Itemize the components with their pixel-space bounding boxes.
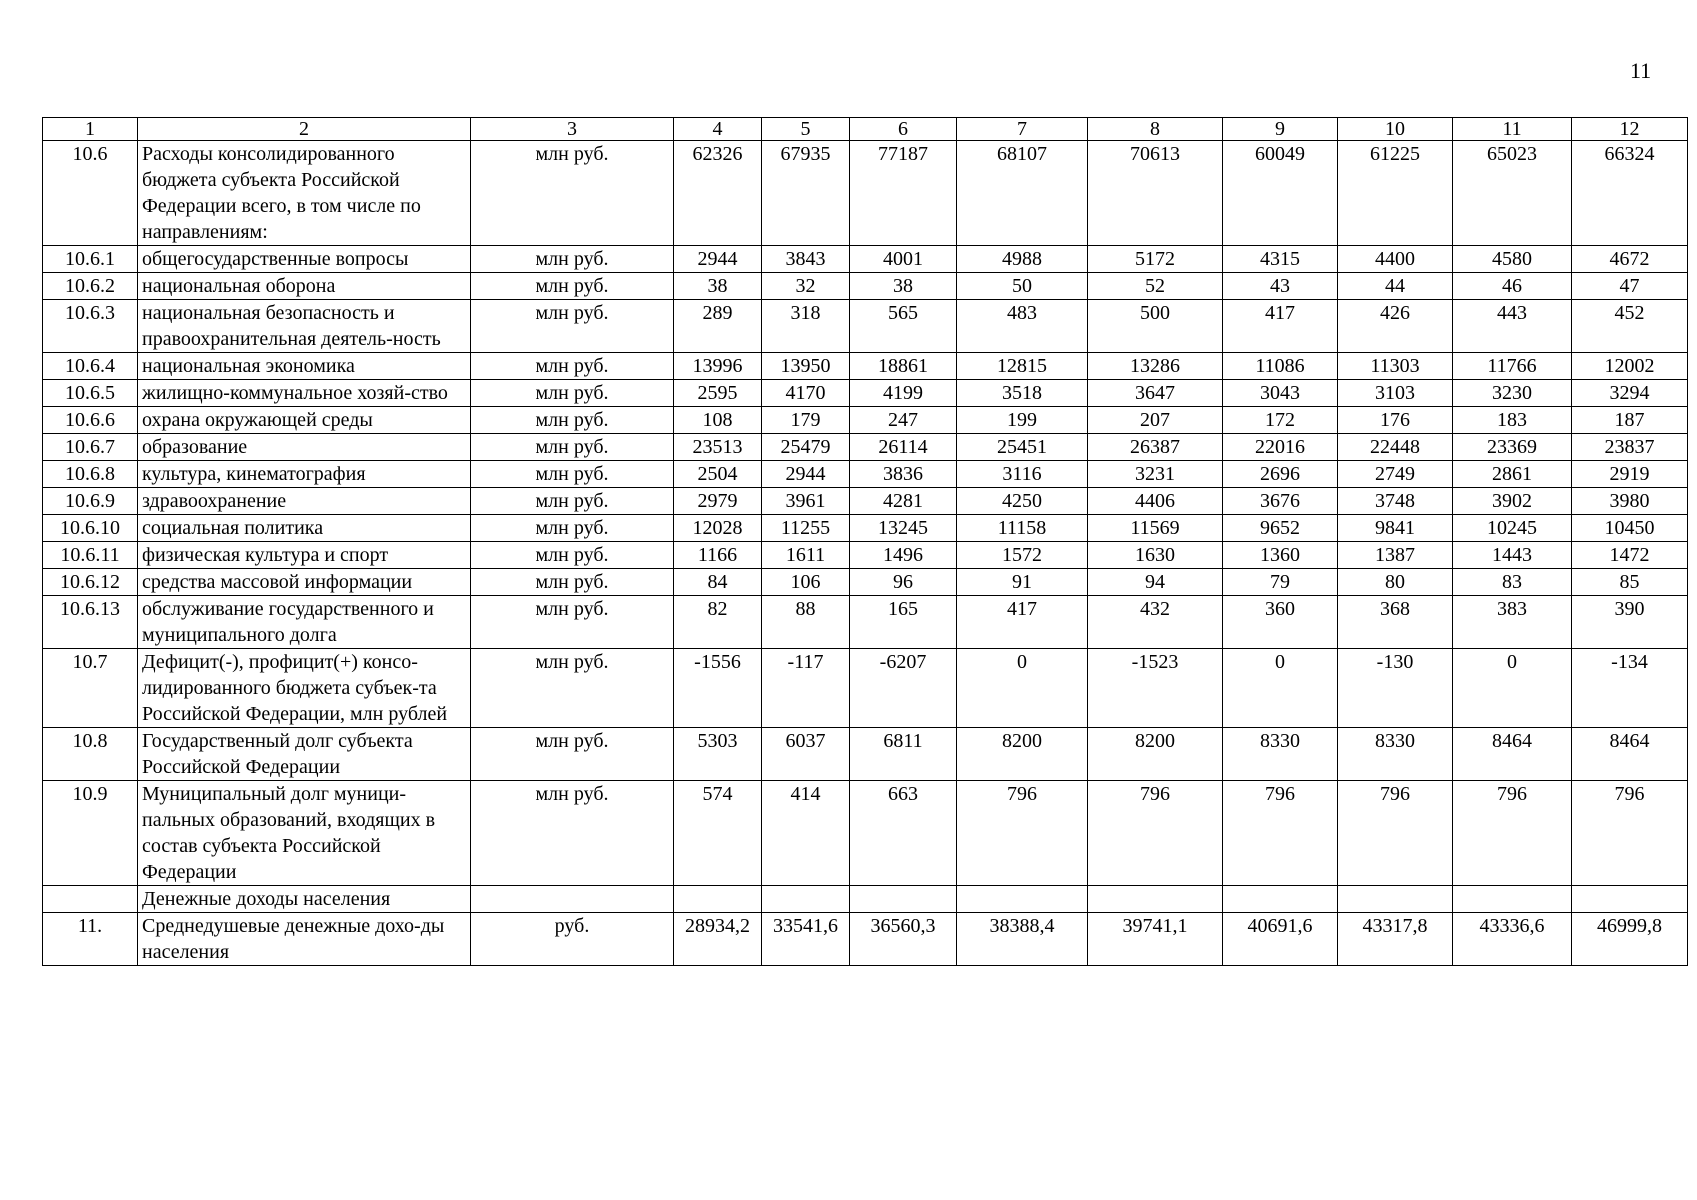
value-cell: -1523 — [1088, 649, 1223, 728]
value-cell: 10450 — [1572, 515, 1688, 542]
column-number-cell: 6 — [850, 118, 957, 141]
value-cell: 11086 — [1223, 353, 1338, 380]
value-cell — [850, 886, 957, 913]
indicator-name-cell: охрана окружающей среды — [138, 407, 471, 434]
value-cell: -130 — [1338, 649, 1453, 728]
value-cell: 360 — [1223, 596, 1338, 649]
value-cell: 0 — [957, 649, 1088, 728]
value-cell: 426 — [1338, 300, 1453, 353]
value-cell: 79 — [1223, 569, 1338, 596]
value-cell: 4199 — [850, 380, 957, 407]
value-cell: 0 — [1453, 649, 1572, 728]
value-cell: 22448 — [1338, 434, 1453, 461]
value-cell: 96 — [850, 569, 957, 596]
column-number-cell: 8 — [1088, 118, 1223, 141]
row-code-cell: 10.8 — [43, 728, 138, 781]
value-cell: 187 — [1572, 407, 1688, 434]
value-cell: 11766 — [1453, 353, 1572, 380]
row-code-cell: 10.6.10 — [43, 515, 138, 542]
value-cell: 3980 — [1572, 488, 1688, 515]
value-cell: 25451 — [957, 434, 1088, 461]
unit-cell: млн руб. — [471, 569, 674, 596]
value-cell: 9841 — [1338, 515, 1453, 542]
value-cell: 38 — [850, 273, 957, 300]
value-cell: 1360 — [1223, 542, 1338, 569]
indicator-name-cell: Дефицит(-), профицит(+) консо-лидированного бюджета субъек-та Российской Федерации, млн рублей — [138, 649, 471, 728]
value-cell: 13950 — [762, 353, 850, 380]
value-cell: 1611 — [762, 542, 850, 569]
value-cell: 106 — [762, 569, 850, 596]
value-cell: 40691,6 — [1223, 913, 1338, 966]
value-cell: 565 — [850, 300, 957, 353]
value-cell: 199 — [957, 407, 1088, 434]
table-row — [43, 728, 1688, 781]
column-number-cell: 2 — [138, 118, 471, 141]
value-cell: 94 — [1088, 569, 1223, 596]
value-cell: 52 — [1088, 273, 1223, 300]
value-cell: 4281 — [850, 488, 957, 515]
value-cell — [762, 886, 850, 913]
indicator-name-cell: национальная экономика — [138, 353, 471, 380]
unit-cell: млн руб. — [471, 515, 674, 542]
value-cell: 11158 — [957, 515, 1088, 542]
value-cell: 796 — [1338, 781, 1453, 886]
table-row — [43, 649, 1688, 728]
value-cell — [1088, 886, 1223, 913]
value-cell: 6037 — [762, 728, 850, 781]
value-cell: 18861 — [850, 353, 957, 380]
value-cell: 2979 — [674, 488, 762, 515]
value-cell: 2504 — [674, 461, 762, 488]
value-cell: 1630 — [1088, 542, 1223, 569]
unit-cell: млн руб. — [471, 488, 674, 515]
unit-cell: млн руб. — [471, 461, 674, 488]
value-cell — [1572, 886, 1688, 913]
value-cell — [674, 886, 762, 913]
value-cell: 1496 — [850, 542, 957, 569]
value-cell: 663 — [850, 781, 957, 886]
unit-cell: млн руб. — [471, 728, 674, 781]
value-cell: 65023 — [1453, 141, 1572, 246]
table-row — [43, 461, 1688, 488]
table-row — [43, 488, 1688, 515]
table-row — [43, 913, 1688, 966]
value-cell: 91 — [957, 569, 1088, 596]
column-number-cell: 3 — [471, 118, 674, 141]
value-cell: 417 — [957, 596, 1088, 649]
value-cell: 47 — [1572, 273, 1688, 300]
indicator-name-cell: обслуживание государственного и муниципального долга — [138, 596, 471, 649]
unit-cell: млн руб. — [471, 273, 674, 300]
unit-cell: млн руб. — [471, 434, 674, 461]
value-cell: 796 — [1572, 781, 1688, 886]
row-code-cell: 10.6.5 — [43, 380, 138, 407]
value-cell: 165 — [850, 596, 957, 649]
value-cell: 1387 — [1338, 542, 1453, 569]
value-cell: 0 — [1223, 649, 1338, 728]
value-cell: 39741,1 — [1088, 913, 1223, 966]
value-cell: 318 — [762, 300, 850, 353]
value-cell: 25479 — [762, 434, 850, 461]
value-cell: 443 — [1453, 300, 1572, 353]
row-code-cell: 10.7 — [43, 649, 138, 728]
unit-cell: млн руб. — [471, 380, 674, 407]
value-cell: 82 — [674, 596, 762, 649]
value-cell: 33541,6 — [762, 913, 850, 966]
column-number-cell: 9 — [1223, 118, 1338, 141]
column-number-cell: 4 — [674, 118, 762, 141]
value-cell: 12002 — [1572, 353, 1688, 380]
table-row — [43, 515, 1688, 542]
value-cell: 2595 — [674, 380, 762, 407]
value-cell: 1443 — [1453, 542, 1572, 569]
value-cell: 60049 — [1223, 141, 1338, 246]
value-cell: 84 — [674, 569, 762, 596]
value-cell: 67935 — [762, 141, 850, 246]
unit-cell: млн руб. — [471, 649, 674, 728]
value-cell: 179 — [762, 407, 850, 434]
row-code-cell: 10.6.1 — [43, 246, 138, 273]
value-cell: 4001 — [850, 246, 957, 273]
table-row — [43, 273, 1688, 300]
value-cell: 23837 — [1572, 434, 1688, 461]
value-cell: 11303 — [1338, 353, 1453, 380]
value-cell — [1338, 886, 1453, 913]
value-cell: 452 — [1572, 300, 1688, 353]
table-row — [43, 380, 1688, 407]
value-cell: 36560,3 — [850, 913, 957, 966]
row-code-cell: 10.6.7 — [43, 434, 138, 461]
value-cell: 8464 — [1572, 728, 1688, 781]
value-cell: 43336,6 — [1453, 913, 1572, 966]
value-cell: 26387 — [1088, 434, 1223, 461]
unit-cell: млн руб. — [471, 542, 674, 569]
value-cell: 3043 — [1223, 380, 1338, 407]
value-cell: 383 — [1453, 596, 1572, 649]
unit-cell: млн руб. — [471, 781, 674, 886]
value-cell: 3748 — [1338, 488, 1453, 515]
unit-cell: руб. — [471, 913, 674, 966]
value-cell: 247 — [850, 407, 957, 434]
indicator-name-cell: национальная безопасность и правоохранительная деятель-ность — [138, 300, 471, 353]
row-code-cell: 10.9 — [43, 781, 138, 886]
value-cell: 172 — [1223, 407, 1338, 434]
value-cell: 11569 — [1088, 515, 1223, 542]
value-cell: 68107 — [957, 141, 1088, 246]
indicator-name-cell: национальная оборона — [138, 273, 471, 300]
value-cell: 3961 — [762, 488, 850, 515]
value-cell: 8200 — [1088, 728, 1223, 781]
value-cell: 3836 — [850, 461, 957, 488]
value-cell: 1472 — [1572, 542, 1688, 569]
row-code-cell: 10.6.12 — [43, 569, 138, 596]
value-cell: 22016 — [1223, 434, 1338, 461]
value-cell: 83 — [1453, 569, 1572, 596]
value-cell: 2944 — [762, 461, 850, 488]
value-cell: 3231 — [1088, 461, 1223, 488]
row-code-cell: 10.6.3 — [43, 300, 138, 353]
indicator-name-cell: средства массовой информации — [138, 569, 471, 596]
value-cell: 4406 — [1088, 488, 1223, 515]
value-cell: 183 — [1453, 407, 1572, 434]
row-code-cell: 10.6.9 — [43, 488, 138, 515]
value-cell: 13996 — [674, 353, 762, 380]
value-cell: 13286 — [1088, 353, 1223, 380]
value-cell: 70613 — [1088, 141, 1223, 246]
row-code-cell: 10.6 — [43, 141, 138, 246]
value-cell: 12815 — [957, 353, 1088, 380]
table-row — [43, 300, 1688, 353]
value-cell: 483 — [957, 300, 1088, 353]
indicator-name-cell: Государственный долг субъекта Российской Федерации — [138, 728, 471, 781]
value-cell: 44 — [1338, 273, 1453, 300]
value-cell: 32 — [762, 273, 850, 300]
column-number-cell: 1 — [43, 118, 138, 141]
value-cell: 3902 — [1453, 488, 1572, 515]
value-cell: 46999,8 — [1572, 913, 1688, 966]
value-cell: 3230 — [1453, 380, 1572, 407]
value-cell: 12028 — [674, 515, 762, 542]
table-row — [43, 246, 1688, 273]
unit-cell: млн руб. — [471, 300, 674, 353]
indicator-name-cell: жилищно-коммунальное хозяй-ство — [138, 380, 471, 407]
value-cell: 3294 — [1572, 380, 1688, 407]
value-cell: 43317,8 — [1338, 913, 1453, 966]
value-cell: -1556 — [674, 649, 762, 728]
row-code-cell — [43, 886, 138, 913]
value-cell: 23513 — [674, 434, 762, 461]
value-cell: 26114 — [850, 434, 957, 461]
column-number-cell: 11 — [1453, 118, 1572, 141]
indicator-name-cell: Среднедушевые денежные дохо-ды населения — [138, 913, 471, 966]
row-code-cell: 10.6.4 — [43, 353, 138, 380]
value-cell: 8200 — [957, 728, 1088, 781]
unit-cell: млн руб. — [471, 596, 674, 649]
row-code-cell: 10.6.13 — [43, 596, 138, 649]
value-cell: 6811 — [850, 728, 957, 781]
unit-cell: млн руб. — [471, 407, 674, 434]
value-cell: 28934,2 — [674, 913, 762, 966]
indicator-name-cell: общегосударственные вопросы — [138, 246, 471, 273]
value-cell: 77187 — [850, 141, 957, 246]
value-cell: 414 — [762, 781, 850, 886]
indicator-name-cell: физическая культура и спорт — [138, 542, 471, 569]
value-cell: 574 — [674, 781, 762, 886]
indicator-name-cell: культура, кинематография — [138, 461, 471, 488]
page-number: 11 — [1630, 58, 1652, 83]
value-cell: 61225 — [1338, 141, 1453, 246]
table-row — [43, 596, 1688, 649]
value-cell: 2861 — [1453, 461, 1572, 488]
indicator-name-cell: Муниципальный долг муници-пальных образований, входящих в состав субъекта Российской Федерации — [138, 781, 471, 886]
value-cell: 4672 — [1572, 246, 1688, 273]
value-cell: 500 — [1088, 300, 1223, 353]
indicator-name-cell: социальная политика — [138, 515, 471, 542]
value-cell: 289 — [674, 300, 762, 353]
value-cell: 368 — [1338, 596, 1453, 649]
value-cell: 85 — [1572, 569, 1688, 596]
value-cell: 390 — [1572, 596, 1688, 649]
value-cell: 8464 — [1453, 728, 1572, 781]
value-cell: 2919 — [1572, 461, 1688, 488]
column-number-cell: 7 — [957, 118, 1088, 141]
value-cell: 3676 — [1223, 488, 1338, 515]
indicator-name-cell: здравоохранение — [138, 488, 471, 515]
table-body — [43, 118, 1688, 966]
value-cell — [1223, 886, 1338, 913]
column-number-cell: 10 — [1338, 118, 1453, 141]
value-cell: 207 — [1088, 407, 1223, 434]
value-cell: 10245 — [1453, 515, 1572, 542]
value-cell: 1572 — [957, 542, 1088, 569]
value-cell: 3103 — [1338, 380, 1453, 407]
value-cell: 3843 — [762, 246, 850, 273]
value-cell: 4315 — [1223, 246, 1338, 273]
row-code-cell: 10.6.8 — [43, 461, 138, 488]
value-cell: 62326 — [674, 141, 762, 246]
indicator-name-cell: Расходы консолидированного бюджета субъекта Российской Федерации всего, в том числе по направлениям: — [138, 141, 471, 246]
value-cell: 3647 — [1088, 380, 1223, 407]
unit-cell: млн руб. — [471, 141, 674, 246]
value-cell: 3518 — [957, 380, 1088, 407]
value-cell: 4400 — [1338, 246, 1453, 273]
value-cell: 38388,4 — [957, 913, 1088, 966]
table-row — [43, 886, 1688, 913]
value-cell — [957, 886, 1088, 913]
value-cell: 4988 — [957, 246, 1088, 273]
value-cell: 5303 — [674, 728, 762, 781]
value-cell: 50 — [957, 273, 1088, 300]
table-row — [43, 781, 1688, 886]
indicator-name-cell: Денежные доходы населения — [138, 886, 471, 913]
row-code-cell: 10.6.2 — [43, 273, 138, 300]
table-row — [43, 141, 1688, 246]
value-cell: 796 — [957, 781, 1088, 886]
unit-cell: млн руб. — [471, 246, 674, 273]
value-cell: 2696 — [1223, 461, 1338, 488]
value-cell: 3116 — [957, 461, 1088, 488]
value-cell: 46 — [1453, 273, 1572, 300]
table-row — [43, 434, 1688, 461]
unit-cell — [471, 886, 674, 913]
table-row — [43, 569, 1688, 596]
value-cell — [1453, 886, 1572, 913]
value-cell: 796 — [1088, 781, 1223, 886]
row-code-cell: 10.6.6 — [43, 407, 138, 434]
value-cell: 417 — [1223, 300, 1338, 353]
column-number-cell: 12 — [1572, 118, 1688, 141]
value-cell: 4250 — [957, 488, 1088, 515]
value-cell: 2749 — [1338, 461, 1453, 488]
value-cell: 4170 — [762, 380, 850, 407]
row-code-cell: 10.6.11 — [43, 542, 138, 569]
column-number-row — [43, 118, 1688, 141]
value-cell: 43 — [1223, 273, 1338, 300]
value-cell: 38 — [674, 273, 762, 300]
value-cell: -6207 — [850, 649, 957, 728]
value-cell: 88 — [762, 596, 850, 649]
row-code-cell: 11. — [43, 913, 138, 966]
table-row — [43, 542, 1688, 569]
value-cell: 176 — [1338, 407, 1453, 434]
value-cell: 108 — [674, 407, 762, 434]
value-cell: 23369 — [1453, 434, 1572, 461]
value-cell: 8330 — [1223, 728, 1338, 781]
value-cell: 80 — [1338, 569, 1453, 596]
value-cell: 1166 — [674, 542, 762, 569]
column-number-cell: 5 — [762, 118, 850, 141]
unit-cell: млн руб. — [471, 353, 674, 380]
indicators-table — [42, 117, 1688, 966]
table-row — [43, 407, 1688, 434]
value-cell: 432 — [1088, 596, 1223, 649]
value-cell: 2944 — [674, 246, 762, 273]
value-cell: 8330 — [1338, 728, 1453, 781]
value-cell: 796 — [1223, 781, 1338, 886]
value-cell: 11255 — [762, 515, 850, 542]
value-cell: 796 — [1453, 781, 1572, 886]
value-cell: 9652 — [1223, 515, 1338, 542]
value-cell: 4580 — [1453, 246, 1572, 273]
indicator-name-cell: образование — [138, 434, 471, 461]
table-row — [43, 353, 1688, 380]
value-cell: 66324 — [1572, 141, 1688, 246]
value-cell: 5172 — [1088, 246, 1223, 273]
value-cell: 13245 — [850, 515, 957, 542]
value-cell: -117 — [762, 649, 850, 728]
value-cell: -134 — [1572, 649, 1688, 728]
